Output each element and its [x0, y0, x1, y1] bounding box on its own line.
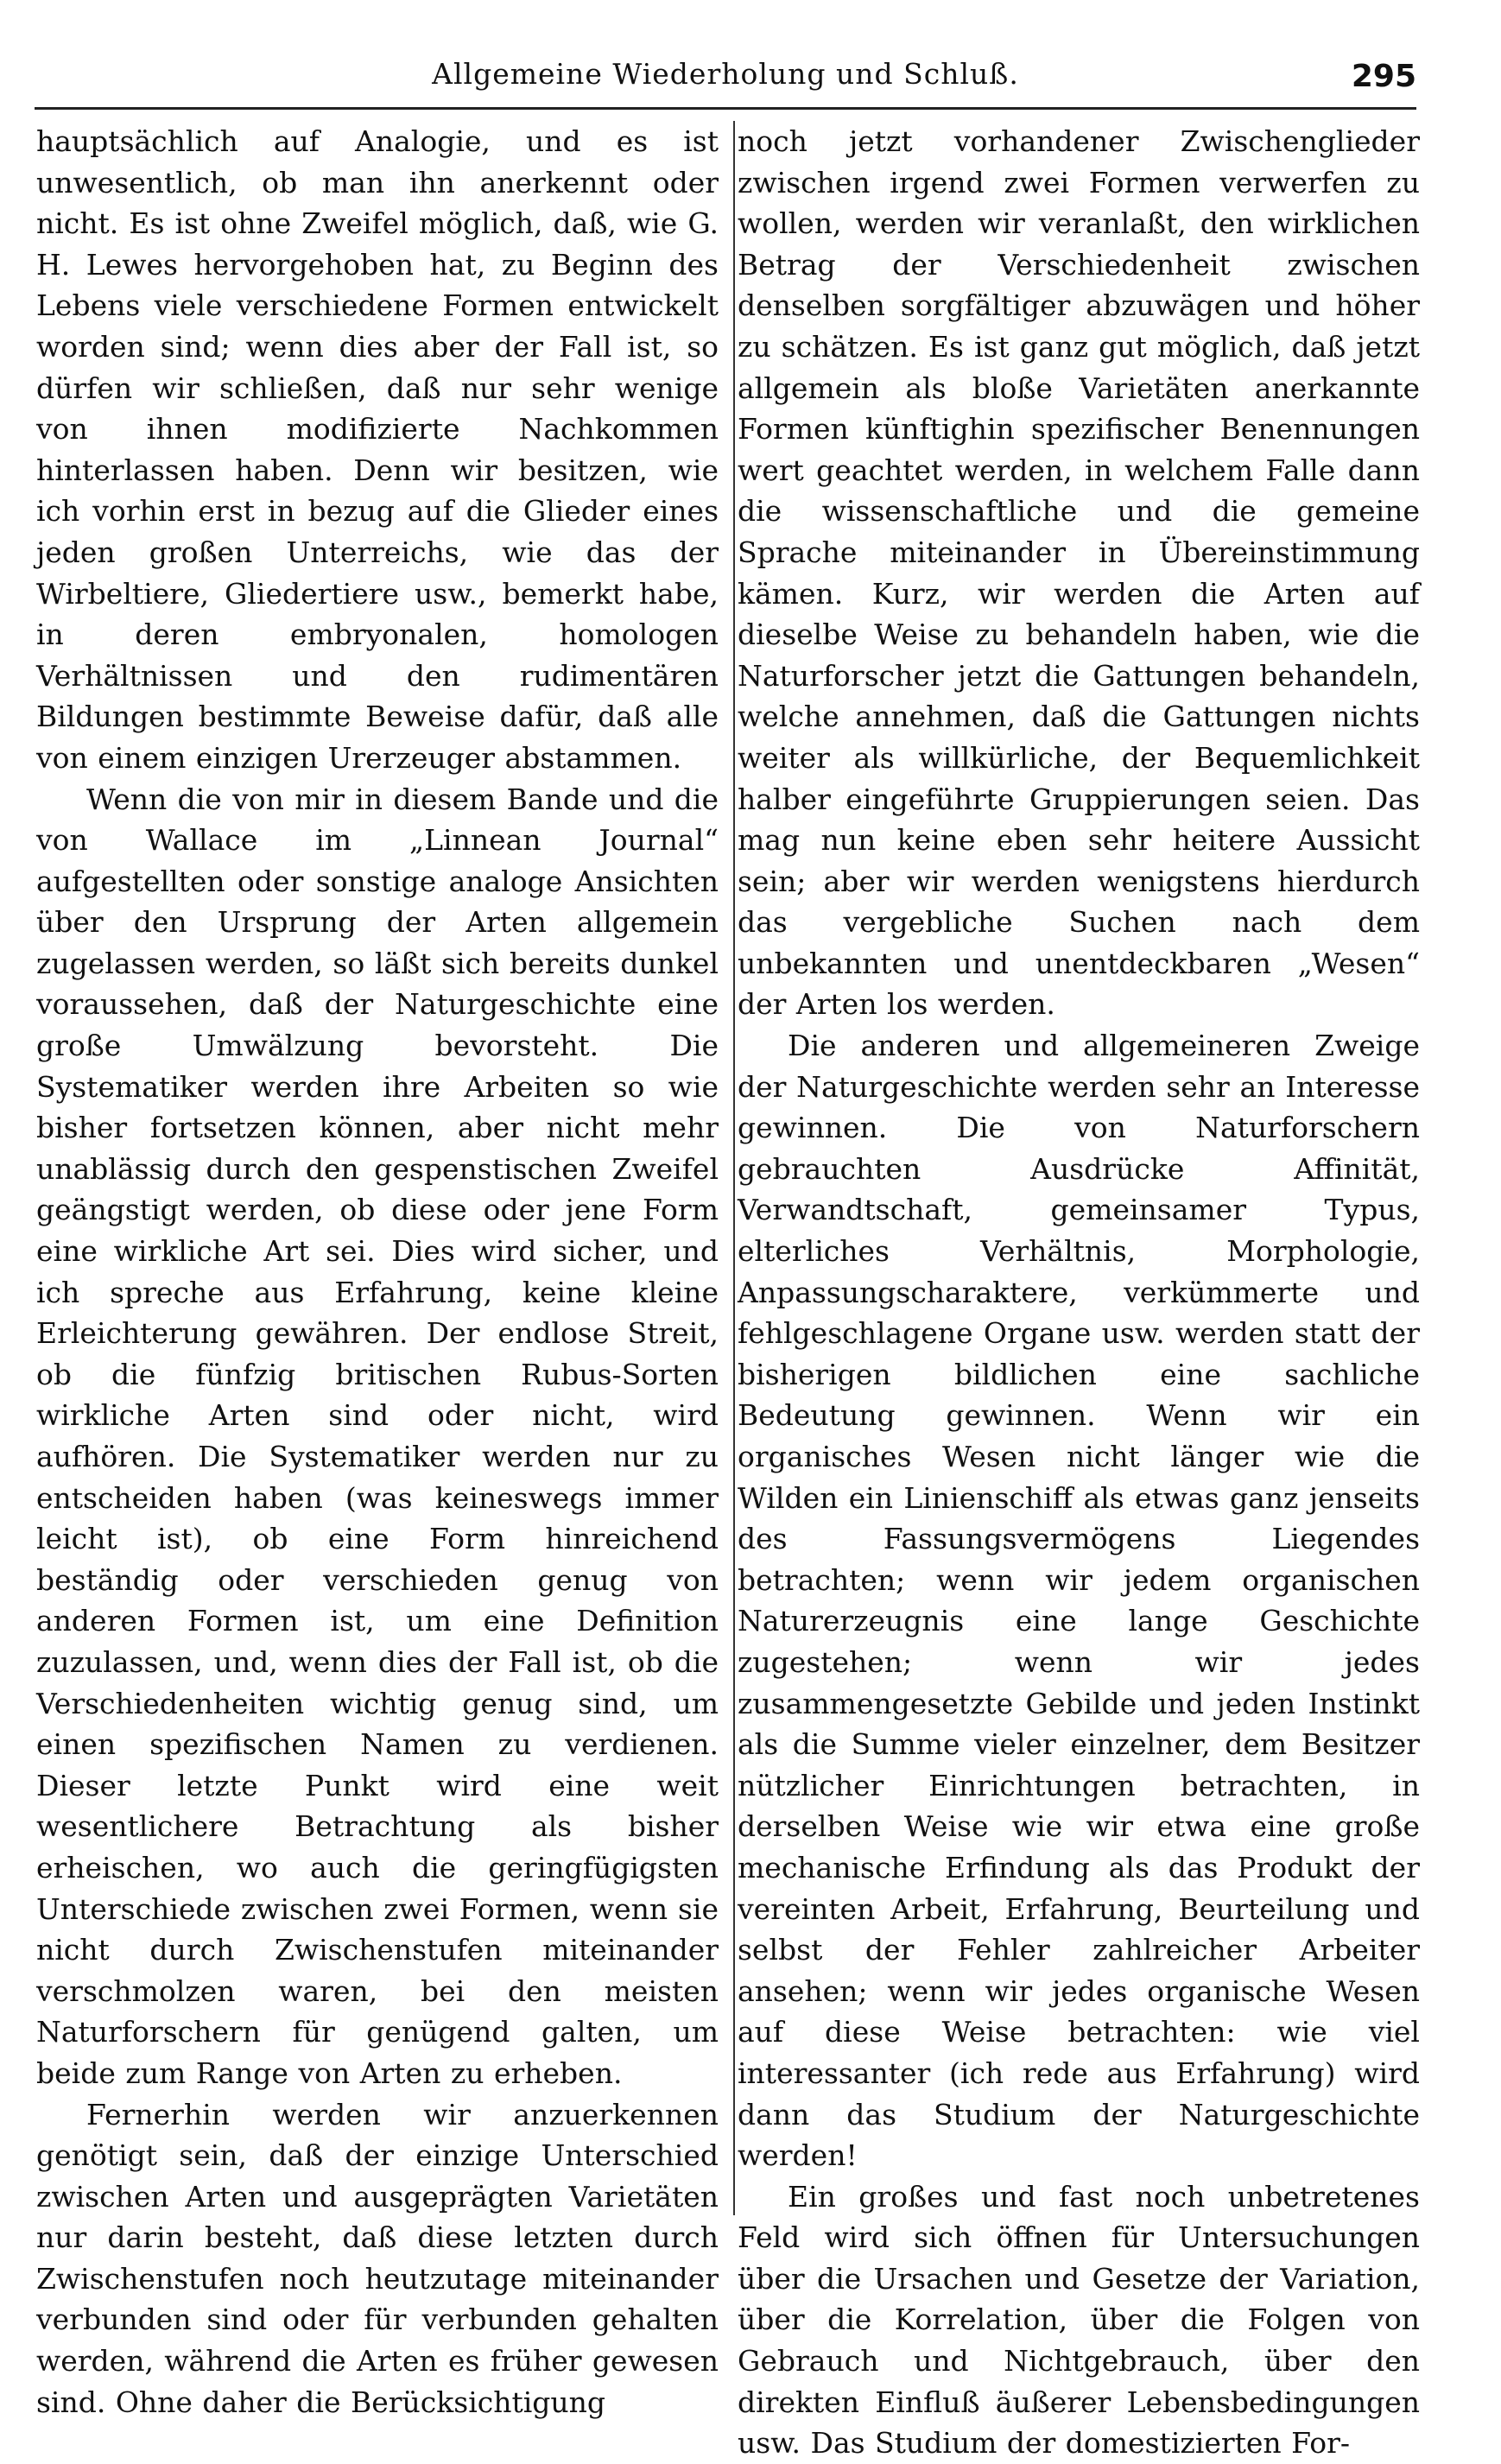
- page-number: 295: [1351, 59, 1416, 94]
- page-header: [35, 54, 1416, 110]
- column-divider: [733, 121, 735, 2215]
- left-column: [36, 121, 719, 2419]
- paragraph: Ein großes und fast noch unbetretenes Feld wird sich öffnen für Untersuchungen über die Ursachen und Gesetze der Variation, über die Korrelation, über die Folgen von Gebrauch und Nichtgebrauch, über den direkten Einfluß äußerer Lebensbedingungen usw. Das Studium der domestizierten For-: [738, 2179, 1420, 2461]
- paragraph: Fernerhin werden wir anzuerkennen genötigt sein, daß der einzige Unterschied zwischen Arten und ausgeprägten Varietäten nur darin besteht, daß diese letzten durch Zwischenstufen noch heutzutage miteinander verbunden sind oder für verbunden gehalten werden, während die Arten es früher gewesen sind. Ohne daher die Berücksichtigung: [36, 2097, 719, 2419]
- running-head: Allgemeine Wiederholung und Schluß.: [432, 57, 1019, 91]
- paragraph: Wenn die von mir in diesem Bande und die von Wallace im „Linnean Journal“ aufgestellten oder sonstige analoge Ansichten über den Ursprung der Arten allgemein zugelassen werden, so läßt sich bereits dunkel voraussehen, daß der Naturgeschichte eine große Umwälzung bevorsteht. Die Systematiker werden ihre Arbeiten so wie bisher fortsetzen können, aber nicht mehr unablässig durch den gespenstischen Zweifel geängstigt werden, ob diese oder jene Form eine wirkliche Art sei. Dies wird sicher, und ich spreche aus Erfahrung, keine kleine Erleichterung gewähren. Der endlose Streit, ob die fünfzig britischen Rubus-Sorten wirkliche Arten sind oder nicht, wird aufhören. Die Systematiker werden nur zu entscheiden haben (was keineswegs immer leicht ist), ob eine Form hinreichend beständig oder verschieden genug von anderen Formen ist, um eine Definition zuzulassen, und, wenn dies der Fall ist, ob die Verschiedenheiten wichtig genug sind, um einen spezifischen Namen zu verdienen. Dieser letzte Punkt wird eine weit wesentlichere Betrachtung als bisher erheischen, wo auch die geringfügigsten Unterschiede zwischen zwei Formen, wenn sie nicht durch Zwischenstufen miteinander verschmolzen waren, bei den meisten Naturforschern für genügend galten, um beide zum Range von Arten zu erheben.: [36, 782, 719, 2090]
- paragraph: hauptsächlich auf Analogie, und es ist unwesentlich, ob man ihn anerkennt oder nicht. Es ist ohne Zweifel möglich, daß, wie G. H. Lewes hervorgehoben hat, zu Beginn des Lebens viele verschiedene Formen entwickelt worden sind; wenn dies aber der Fall ist, so dürfen wir schließen, daß nur sehr wenige von ihnen modifizierte Nachkommen hinterlassen haben. Denn wir besitzen, wie ich vorhin erst in bezug auf die Glieder eines jeden großen Unterreichs, wie das der Wirbeltiere, Gliedertiere usw., bemerkt habe, in deren embryonalen, homologen Verhältnissen und den rudimentären Bildungen bestimmte Beweise dafür, daß alle von einem einzigen Urerzeuger abstammen.: [36, 124, 719, 775]
- paragraph: noch jetzt vorhandener Zwischenglieder zwischen irgend zwei Formen verwerfen zu wollen, werden wir veranlaßt, den wirklichen Betrag der Verschiedenheit zwischen denselben sorgfältiger abzuwägen und höher zu schätzen. Es ist ganz gut möglich, daß jetzt allgemein als bloße Varietäten anerkannte Formen künftighin spezifischer Benennungen wert geachtet werden, in welchem Falle dann die wissenschaftliche und die gemeine Sprache miteinander in Übereinstimmung kämen. Kurz, wir werden die Arten auf dieselbe Weise zu behandeln haben, wie die Naturforscher jetzt die Gattungen behandeln, welche annehmen, daß die Gattungen nichts weiter als willkürliche, der Bequemlichkeit halber eingeführte Gruppierungen seien. Das mag nun keine eben sehr heitere Aussicht sein; aber wir werden wenigstens hierdurch das vergebliche Suchen nach dem unbekannten und unentdeckbaren „Wesen“ der Arten los werden.: [738, 124, 1420, 1022]
- right-column: [738, 121, 1420, 2461]
- paragraph: Die anderen und allgemeineren Zweige der Naturgeschichte werden sehr an Interesse gewinnen. Die von Naturforschern gebrauchten Ausdrücke Affinität, Verwandtschaft, gemeinsamer Typus, elterliches Verhältnis, Morphologie, Anpassungscharaktere, verkümmerte und fehlgeschlagene Organe usw. werden statt der bisherigen bildlichen eine sachliche Bedeutung gewinnen. Wenn wir ein organisches Wesen nicht länger wie die Wilden ein Linienschiff als etwas ganz jenseits des Fassungsvermögens Liegendes betrachten; wenn wir jedem organischen Naturerzeugnis eine lange Geschichte zugestehen; wenn wir jedes zusammengesetzte Gebilde und jeden Instinkt als die Summe vieler einzelner, dem Besitzer nützlicher Einrichtungen betrachten, in derselben Weise wie wir etwa eine große mechanische Erfindung als das Produkt der vereinten Arbeit, Erfahrung, Beurteilung und selbst der Fehler zahlreicher Arbeiter ansehen; wenn wir jedes organische Wesen auf diese Weise betrachten: wie viel interessanter (ich rede aus Erfahrung) wird dann das Studium der Naturgeschichte werden!: [738, 1029, 1420, 2173]
